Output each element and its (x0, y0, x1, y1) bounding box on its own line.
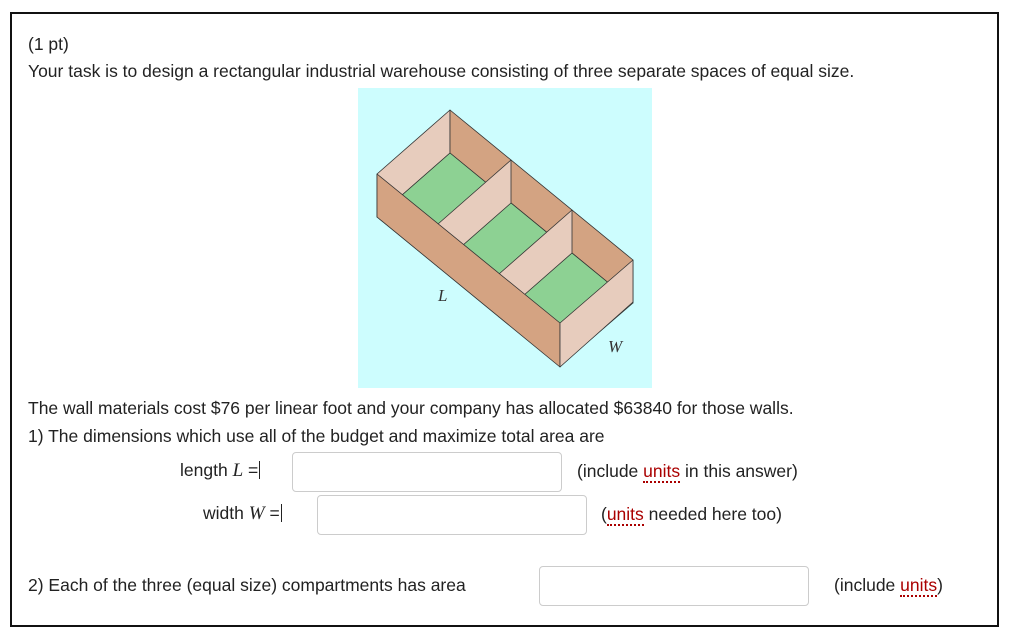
width-input[interactable] (317, 495, 587, 535)
equals-sign: = (248, 460, 259, 480)
width-row-label (203, 503, 282, 525)
points-label: (1 pt) (28, 34, 69, 54)
hint-text: needed here too) (643, 504, 782, 524)
length-row-label (180, 460, 260, 482)
cursor-mark (259, 461, 260, 479)
area-input[interactable] (539, 566, 809, 606)
area-hint (834, 575, 943, 596)
hint-text: ) (937, 575, 943, 595)
width-hint (601, 504, 782, 525)
units-link[interactable]: units (606, 504, 644, 524)
length-hint (577, 461, 798, 482)
hint-text: in this answer) (680, 461, 798, 481)
hint-text: ( (601, 504, 607, 524)
width-variable: W (248, 503, 265, 524)
warehouse-figure (358, 88, 652, 388)
length-label: L (438, 286, 448, 305)
length-input[interactable] (292, 452, 562, 492)
hint-text: (include (577, 461, 644, 481)
cost-text: The wall materials cost $76 per linear foot and your company has allocated $63840 for those walls. (28, 398, 794, 418)
length-variable: L (232, 460, 244, 481)
width-word: width (203, 503, 244, 523)
question-1-text: 1) The dimensions which use all of the budget and maximize total area are (28, 426, 605, 446)
width-label: W (608, 337, 623, 356)
question-2-text: 2) Each of the three (equal size) compartments has area (28, 575, 466, 595)
units-link[interactable]: units (643, 461, 681, 481)
equals-sign: = (269, 503, 280, 523)
cursor-mark (281, 504, 282, 522)
units-link[interactable]: units (900, 575, 938, 595)
hint-text: (include (834, 575, 901, 595)
length-word: length (180, 460, 228, 480)
problem-intro: Your task is to design a rectangular industrial warehouse consisting of three separate spaces of equal size. (28, 61, 855, 81)
warehouse-diagram (358, 88, 652, 388)
